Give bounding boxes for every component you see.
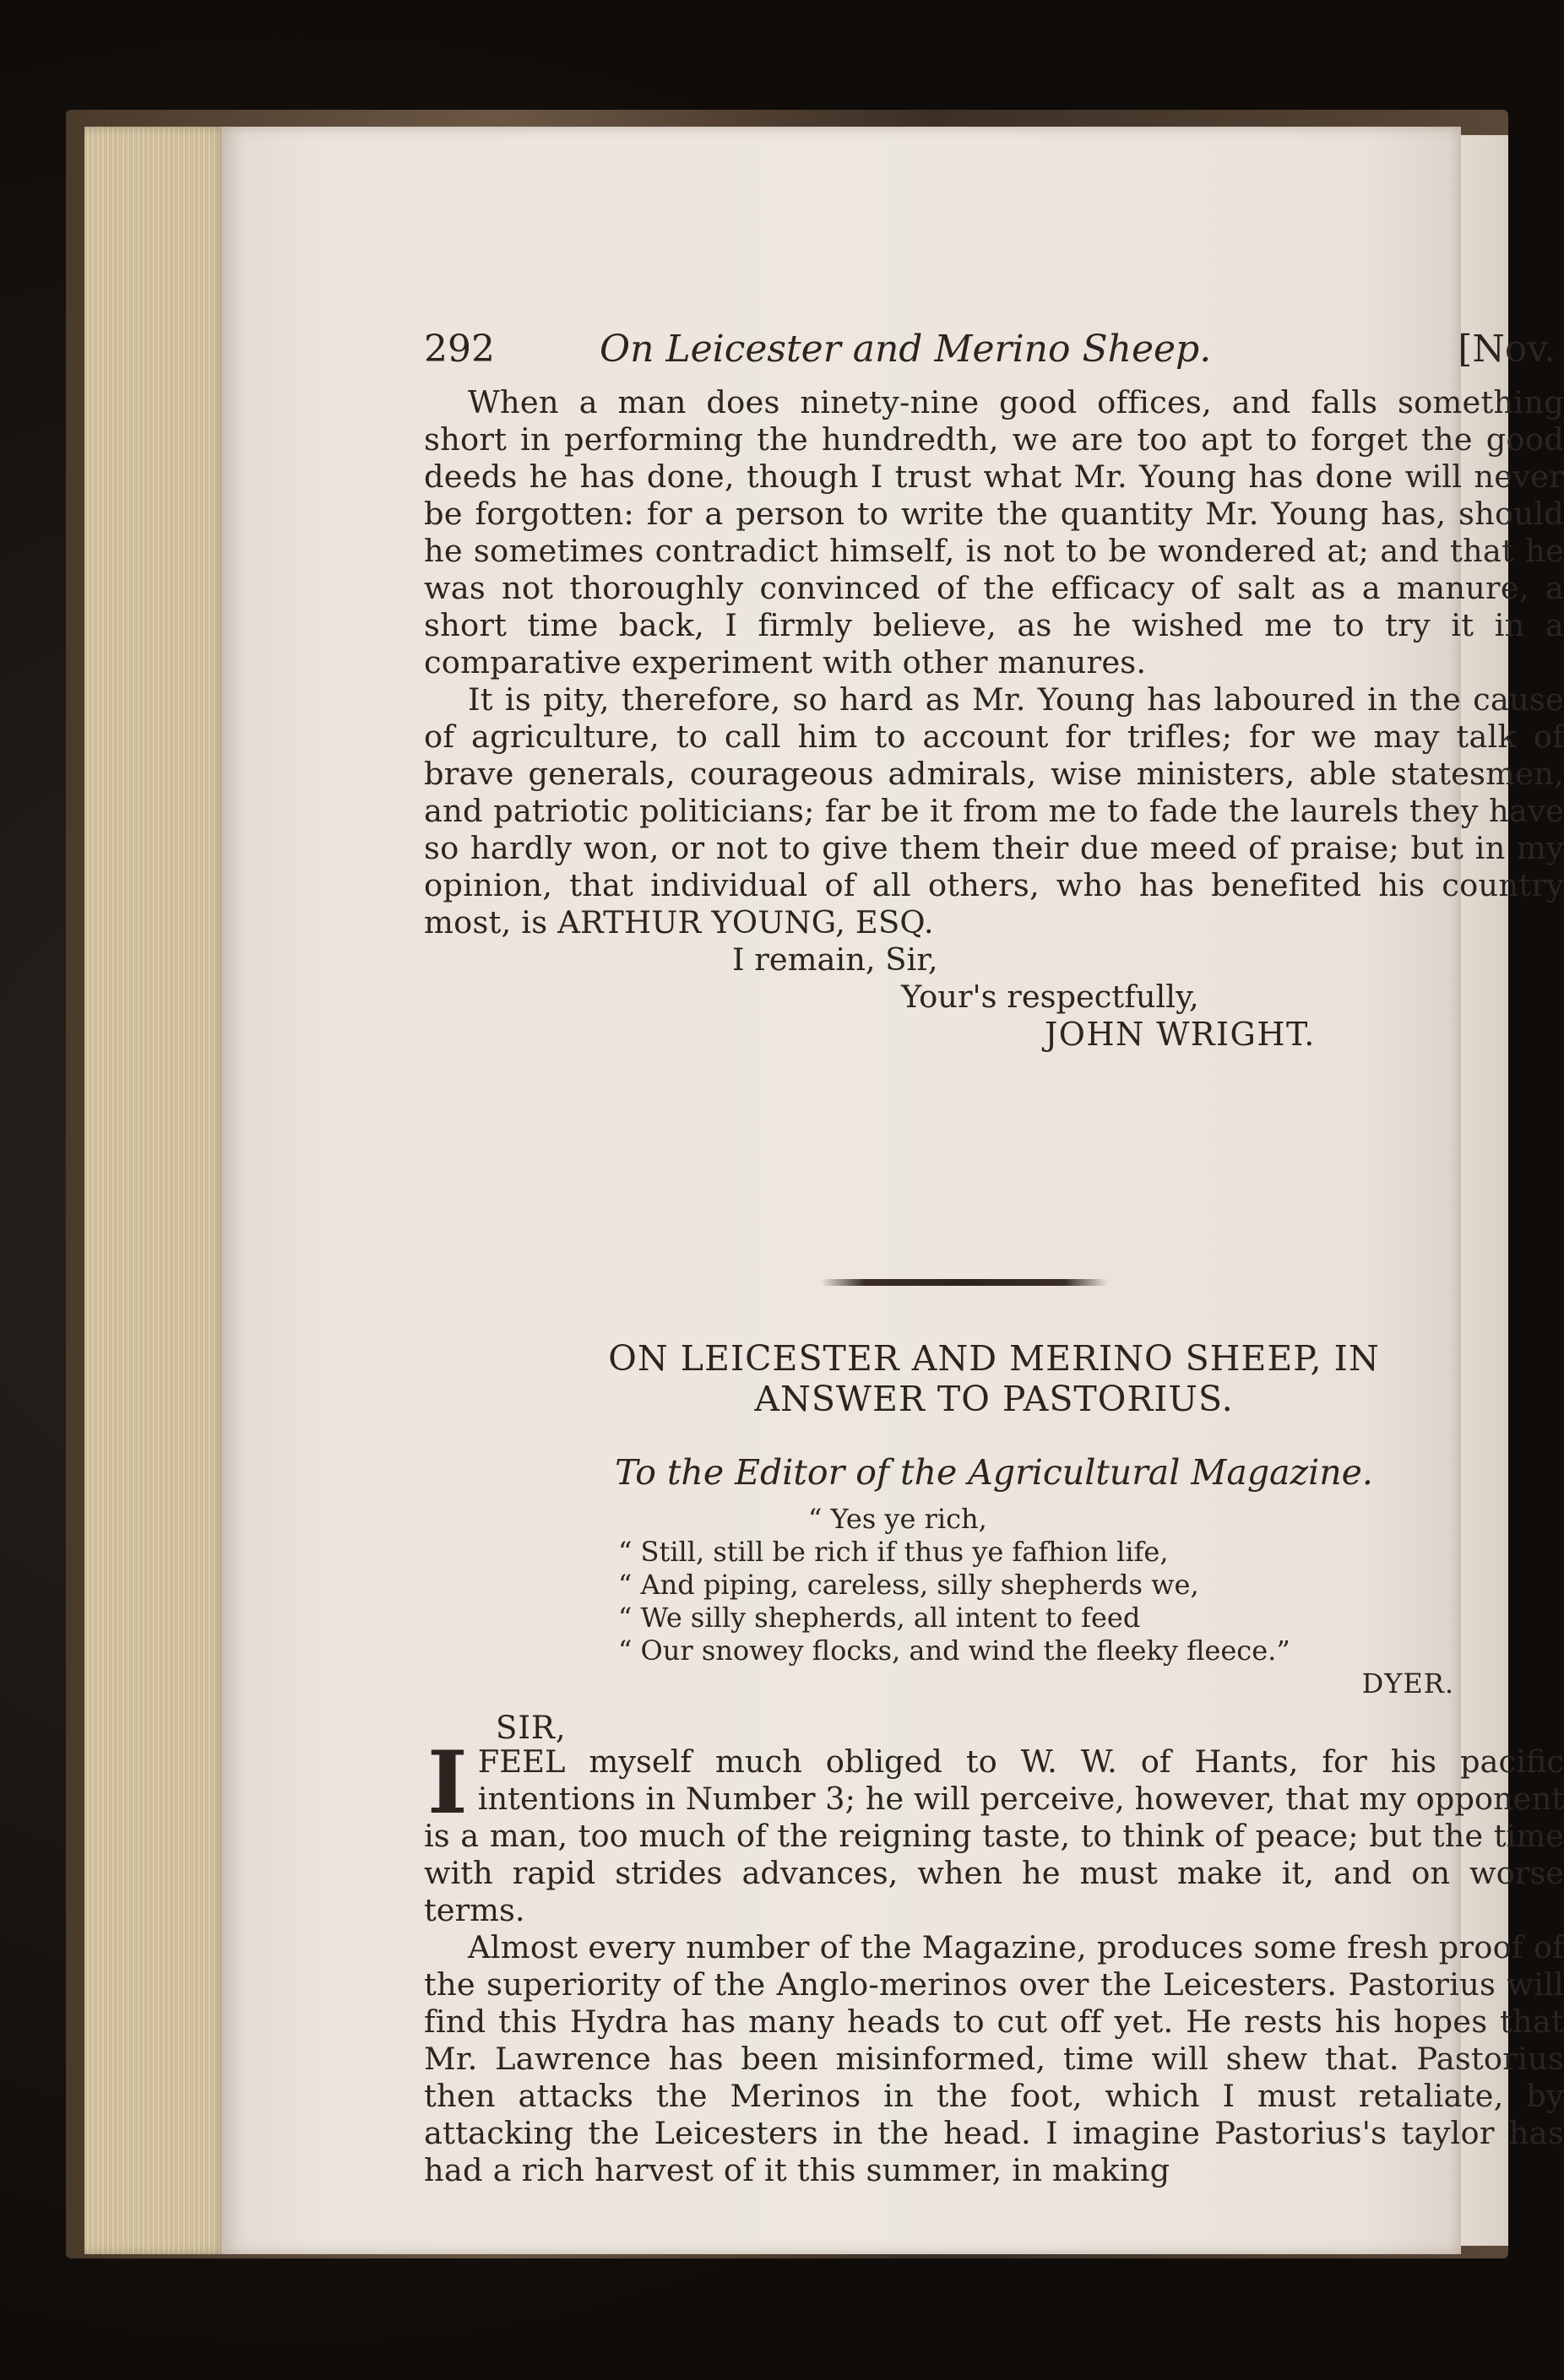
verse-line: “ Yes ye rich, xyxy=(808,1503,987,1535)
closing-remain: I remain, Sir, xyxy=(732,941,938,978)
book-page xyxy=(221,127,1564,2254)
paragraph: Almost every number of the Magazine, produces some fresh proof of the superiority of the Anglo-merinos over the Leicesters. Pastorius will find this Hydra has many heads to cut off yet. He rests his hopes that Mr. Lawrence has been misinformed, time will shew that. Pastorius then attacks the Merinos in the foot, which I must retaliate, by attacking the Leicesters in the head. I imagine Pastorius's taylor has had a rich harvest of it this summer, in making xyxy=(424,1929,1564,2188)
letter-salutation: SIR, xyxy=(496,1710,567,1746)
paragraph: FEEL myself much obliged to W. W. of Hants, for his pacific intentions in Number 3; he will perceive, however, that my opponent is a man, too much of the reigning taste, to think of peace; but the time with rapid strides advances, when he must make it, and on worse terms. xyxy=(424,1743,1564,1928)
running-header xyxy=(424,321,1564,371)
page-edges xyxy=(84,127,228,2254)
verse-attribution: DYER. xyxy=(1361,1667,1454,1700)
verse-line: “ Still, still be rich if thus ye fafhion life, xyxy=(618,1536,1169,1568)
article-title-line: ANSWER TO PASTORIUS. xyxy=(754,1379,1234,1419)
drop-cap: I xyxy=(427,1732,468,1834)
previous-letter-ending xyxy=(424,384,1564,1053)
signature: JOHN WRIGHT. xyxy=(1045,1016,1316,1053)
closing-respectfully: Your's respectfully, xyxy=(901,979,1199,1015)
running-month: [Nov. xyxy=(1458,328,1556,371)
editor-address: To the Editor of the Agricultural Magazine. xyxy=(615,1452,1373,1493)
verse-line: “ And piping, careless, silly shepherds we, xyxy=(618,1569,1199,1601)
verse-line: “ Our snowey flocks, and wind the fleeky fleece.” xyxy=(618,1635,1290,1667)
article-title xyxy=(424,1338,1564,1419)
page-number: 292 xyxy=(424,328,495,371)
letter-closing xyxy=(424,941,1564,1053)
letter-body xyxy=(424,1732,1564,2189)
running-title: On Leicester and Merino Sheep. xyxy=(600,328,1212,371)
article-title-line: ON LEICESTER AND MERINO SHEEP, IN xyxy=(608,1338,1380,1379)
verse-line: “ We silly shepherds, all intent to feed xyxy=(618,1602,1141,1634)
paragraph: It is pity, therefore, so hard as Mr. Young has laboured in the cause of agriculture, to call him to account for trifles; for we may talk of brave generals, courageous admirals, wise ministers, able statesmen, and patriotic politicians; far be it from me to fade the laurels they have so hardly won, or not to give them their due meed of praise; but in my opinion, that individual of all others, who has benefited his country most, is ARTHUR YOUNG, ESQ. xyxy=(424,681,1564,941)
section-divider xyxy=(821,1279,1108,1286)
epigraph-verse xyxy=(618,1503,1454,1700)
paragraph: When a man does ninety-nine good offices, and falls something short in performing the hundredth, we are too apt to forget the good deeds he has done, though I trust what Mr. Young has done will never be forgotten: for a person to write the quantity Mr. Young has, should he sometimes contradict himself, is not to be wondered at; and that he was not thoroughly convinced of the efficacy of salt as a manure, a short time back, I firmly believe, as he wished me to try it in a comparative experiment with other manures. xyxy=(424,384,1564,680)
